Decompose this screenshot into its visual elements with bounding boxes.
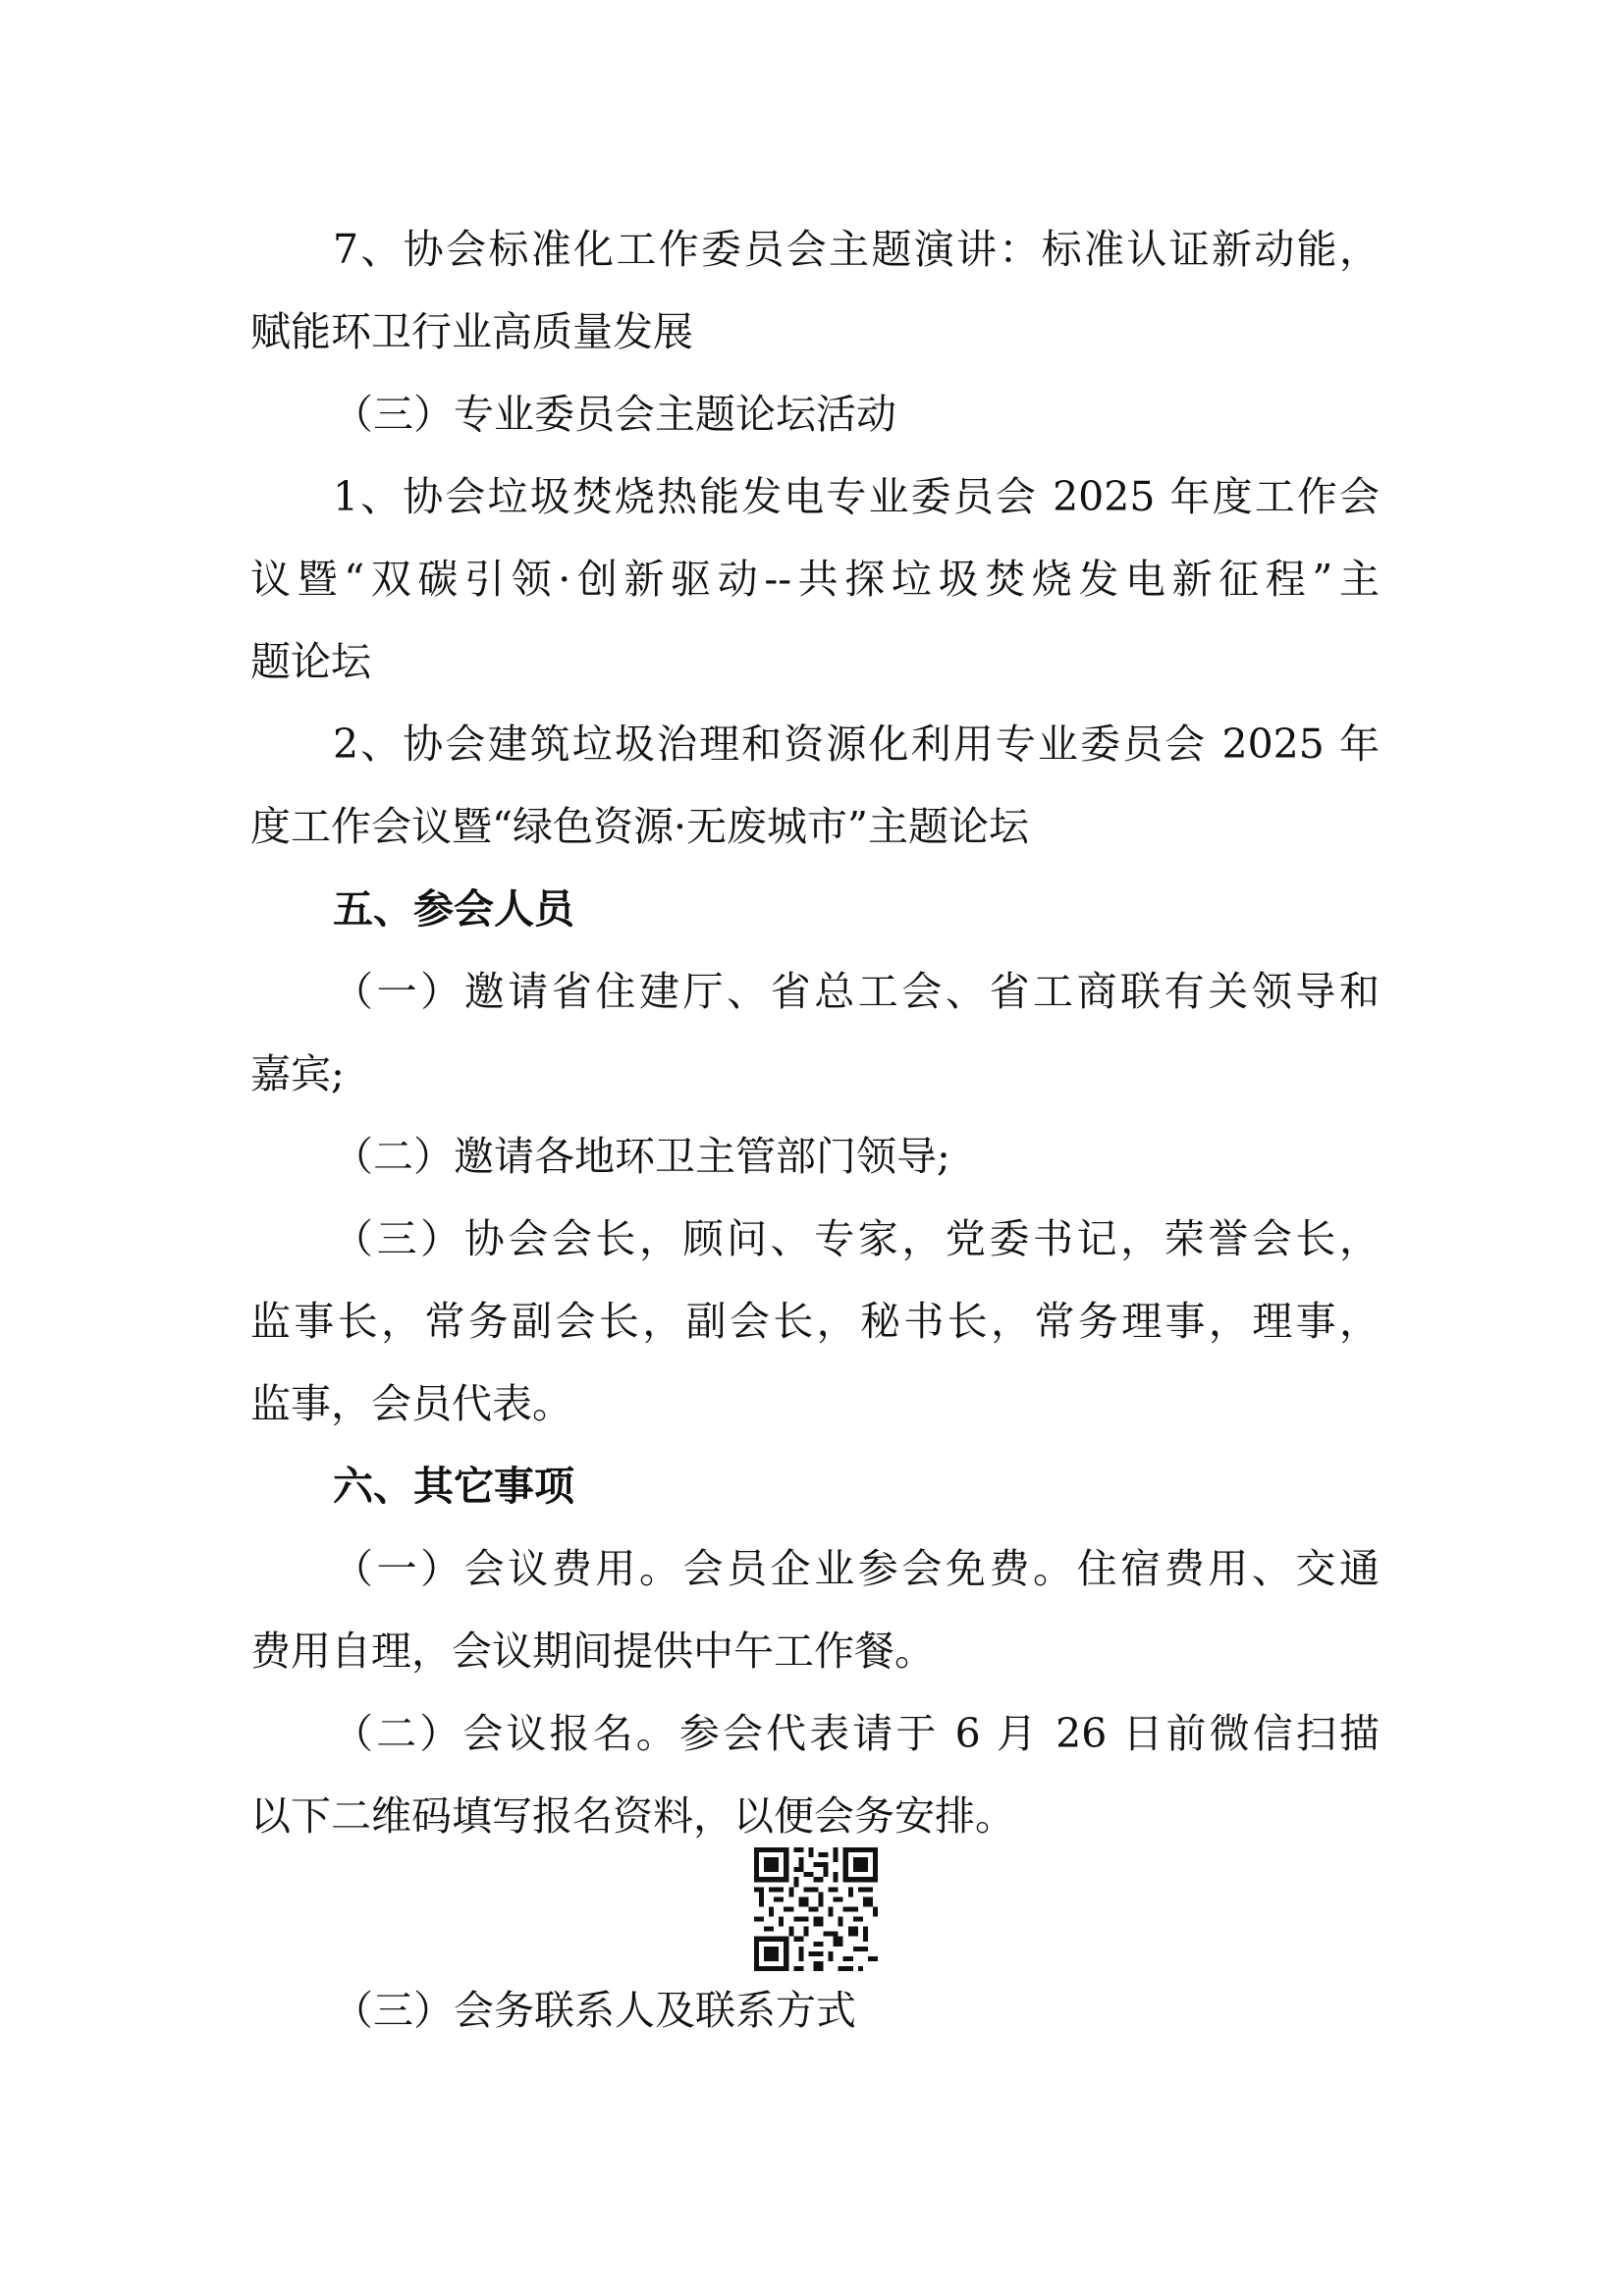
subsection-contact-title: （三）会务联系人及联系方式 xyxy=(333,1987,856,2034)
section-5-heading: 五、参会人员 xyxy=(333,885,574,933)
forum-1-line-2: 议暨“双碳引领·创新驱动--共探垃圾焚烧发电新征程”主 xyxy=(250,556,1380,603)
section-6-heading: 六、其它事项 xyxy=(333,1463,574,1510)
forum-2-line-1: 2、协会建筑垃圾治理和资源化利用专业委员会 2025 年 xyxy=(333,721,1380,768)
attendee-2-line: （二）邀请各地环卫主管部门领导; xyxy=(333,1133,950,1180)
attendee-1-line-1: （一）邀请省住建厅、省总工会、省工商联有关领导和 xyxy=(333,968,1380,1015)
attendee-1-line-2: 嘉宾; xyxy=(250,1050,345,1097)
forum-2-line-2: 度工作会议暨“绿色资源·无废城市”主题论坛 xyxy=(250,803,1029,850)
subsection-3-title: （三）专业委员会主题论坛活动 xyxy=(333,391,896,438)
attendee-3-line-1: （三）协会会长，顾问、专家，党委书记，荣誉会长， xyxy=(333,1215,1380,1262)
fee-line-1: （一）会议费用。会员企业参会免费。住宿费用、交通 xyxy=(333,1545,1380,1592)
forum-1-line-1: 1、协会垃圾焚烧热能发电专业委员会 2025 年度工作会 xyxy=(333,473,1380,520)
attendee-3-line-3: 监事，会员代表。 xyxy=(250,1380,572,1427)
item-7-line-1: 7、协会标准化工作委员会主题演讲：标准认证新动能， xyxy=(333,226,1380,273)
registration-line-2: 以下二维码填写报名资料，以便会务安排。 xyxy=(250,1792,1015,1840)
fee-line-2: 费用自理，会议期间提供中午工作餐。 xyxy=(250,1628,935,1675)
forum-1-line-3: 题论坛 xyxy=(250,638,371,685)
item-7-line-2: 赋能环卫行业高质量发展 xyxy=(250,308,693,355)
attendee-3-line-2: 监事长，常务副会长，副会长，秘书长，常务理事，理事， xyxy=(250,1298,1380,1345)
qr-code-icon[interactable] xyxy=(754,1847,878,1971)
registration-line-1: （二）会议报名。参会代表请于 6 月 26 日前微信扫描 xyxy=(333,1710,1380,1757)
